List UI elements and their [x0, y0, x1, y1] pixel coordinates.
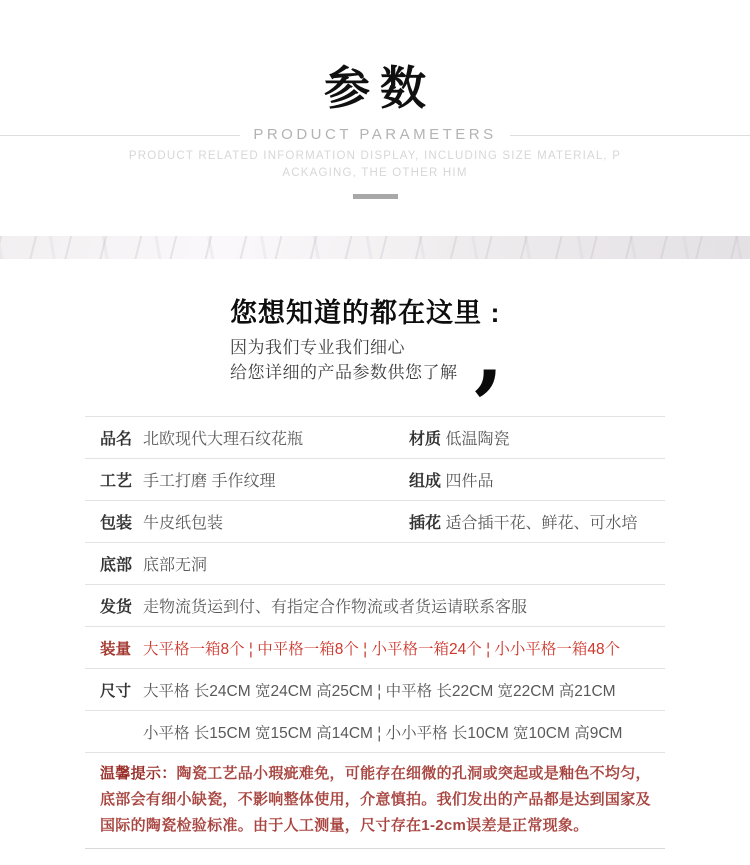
spec-value: 手工打磨 手作纹理	[143, 473, 276, 490]
intro-line-2: 给您详细的产品参数供您了解	[230, 363, 458, 382]
spec-label: 发货	[100, 599, 133, 616]
marble-texture-band	[0, 236, 750, 259]
spec-cell	[100, 426, 409, 449]
spec-label: 品名	[100, 431, 133, 448]
spec-label: 底部	[100, 557, 133, 574]
table-row	[85, 417, 665, 459]
table-row	[85, 459, 665, 501]
bottom-rule	[85, 848, 665, 849]
spec-cell	[100, 679, 616, 701]
spec-label: 插花	[409, 515, 442, 532]
spec-cell	[409, 426, 509, 449]
table-row	[85, 501, 665, 543]
spec-label: 组成	[409, 473, 442, 490]
spec-value: 底部无洞	[143, 557, 208, 574]
warm-notice	[100, 761, 655, 839]
spec-value: 北欧现代大理石纹花瓶	[143, 431, 304, 448]
spec-cell	[100, 468, 409, 491]
header	[0, 0, 750, 199]
quote-mark-icon: ,	[474, 303, 504, 404]
intro-heading: 您想知道的都在这里 :	[230, 298, 501, 328]
spec-value: 小平格 长15CM 宽15CM 高14CM ¦ 小小平格 长10CM 宽10CM 高9CM	[143, 724, 623, 742]
table-row-capacity	[85, 627, 665, 669]
spec-value: 大平格一箱8个 ¦ 中平格一箱8个 ¦ 小平格一箱24个 ¦ 小小平格一箱48个	[143, 640, 621, 658]
description-line-1: PRODUCT RELATED INFORMATION DISPLAY, INCLUDING SIZE MATERIAL, P	[128, 150, 622, 162]
spec-label: 装量	[100, 640, 132, 658]
spec-cell	[100, 594, 527, 617]
spec-value: 走物流货运到付、有指定合作物流或者货运请联系客服	[143, 599, 528, 616]
spec-label: 尺寸	[100, 682, 132, 700]
spec-cell	[100, 637, 620, 659]
subtitle: PRODUCT PARAMETERS	[240, 125, 509, 145]
intro-block	[230, 297, 530, 404]
page-title: 参数	[324, 62, 436, 114]
spec-label: 材质	[409, 431, 442, 448]
spec-cell	[409, 468, 493, 491]
spec-cell	[409, 510, 637, 533]
spec-label: 工艺	[100, 473, 133, 490]
spec-label: 包装	[100, 515, 133, 532]
header-description	[0, 148, 750, 182]
spec-value: 大平格 长24CM 宽24CM 高25CM ¦ 中平格 长22CM 宽22CM 高21CM	[143, 682, 616, 700]
spec-cell	[100, 552, 207, 575]
table-row-size	[85, 669, 665, 711]
table-row	[85, 543, 665, 585]
table-row-size	[85, 711, 665, 753]
spec-table	[85, 416, 665, 753]
intro-line-1: 因为我们专业我们细心	[230, 338, 405, 357]
spec-value: 适合插干花、鲜花、可水培	[445, 515, 638, 532]
spec-value: 牛皮纸包装	[143, 515, 224, 532]
notice-label: 温馨提示：	[100, 765, 177, 782]
divider-bar	[353, 194, 398, 199]
spec-cell	[100, 721, 622, 743]
spec-value: 低温陶瓷	[445, 431, 510, 448]
subtitle-row	[0, 125, 750, 145]
notice-text: 陶瓷工艺品小瑕疵难免，可能存在细微的孔洞或突起或是釉色不均匀，底部会有细小缺瓷，不影响整体使用，介意慎拍。我们发出的产品都是达到国家及国际的陶瓷检验标准。由于人工测量，尺寸存在1-2cm误差是正常现象。	[100, 765, 651, 834]
description-line-2: ACKAGING, THE OTHER HIM	[282, 167, 468, 179]
table-row	[85, 585, 665, 627]
spec-cell	[100, 510, 409, 533]
spec-value: 四件品	[445, 473, 494, 490]
